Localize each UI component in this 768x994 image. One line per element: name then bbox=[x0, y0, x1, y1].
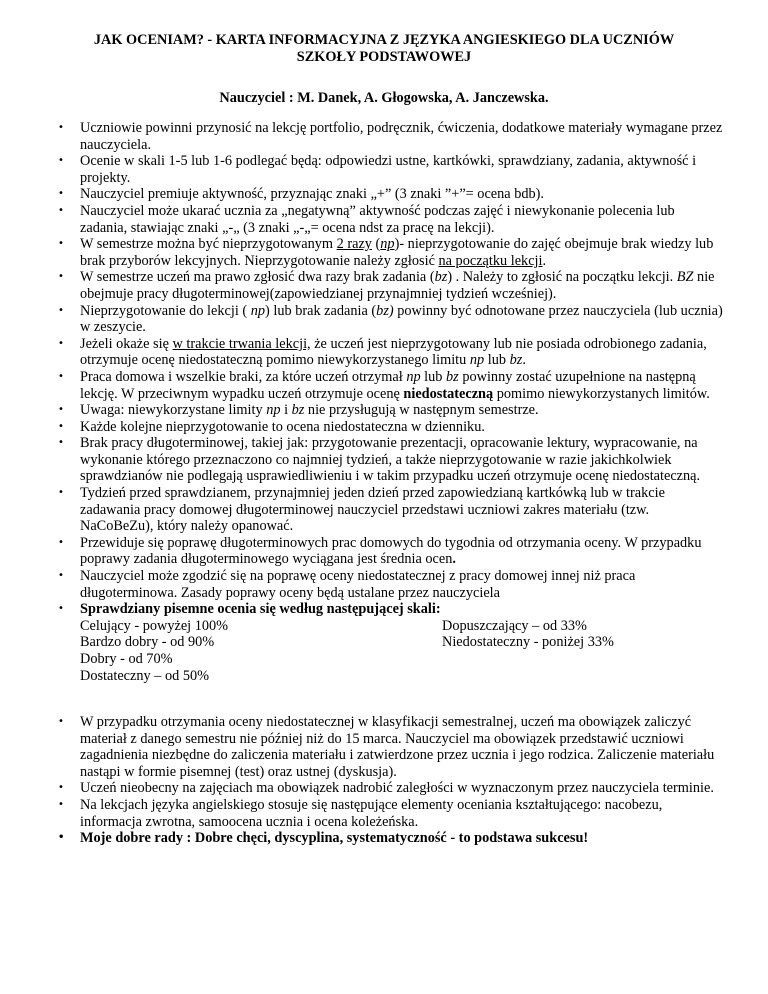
grade-dostateczny: Dostateczny – od 50% bbox=[80, 667, 210, 684]
rule-item-7: • Nieprzygotowanie do lekcji ( np) lub brak zadania (bz) powinny być odnotowane przez nauczyciela (lub ucznia) w zeszycie. bbox=[62, 303, 724, 336]
grade-niedostateczny: Niedostateczny - poniżej 33% bbox=[442, 634, 614, 651]
rule-item-8: • Jeżeli okaże się w trakcie trwania lekcji, że uczeń jest nieprzygotowany lub nie posiada odrobionego zadania, otrzymuje ocenę niedostateczną pomimo niewykorzystanego limitu np lub bz. bbox=[62, 336, 724, 369]
rule-item-2: • Ocenie w skali 1-5 lub 1-6 podlegać będą: odpowiedzi ustne, kartkówki, sprawdziany, zadania, aktywność i projekty. bbox=[62, 153, 724, 186]
rule-item-13: • Tydzień przed sprawdzianem, przynajmniej jeden dzień przed zapowiedzianą kartkówką lub w trakcie zadawania pracy domowej długoterminowej nauczyciel przedstawi uczniowi zakres materiału (tzw. NaCoBeZu), który należy opanować. bbox=[62, 485, 724, 535]
additional-rules-list bbox=[62, 714, 724, 847]
rule-item-14: • Przewiduje się poprawę długoterminowych prac domowych do tygodnia od otrzymania oceny. W przypadku poprawy zadania długoterminowego wyciągana jest średnia ocen. bbox=[62, 535, 724, 568]
document-title bbox=[0, 32, 768, 66]
rule-item-10: • Uwaga: niewykorzystane limity np i bz nie przysługują w następnym semestrze. bbox=[62, 402, 724, 419]
rule-item-5: • W semestrze można być nieprzygotowanym 2 razy (np)- nieprzygotowanie do zajęć obejmuje brak wiedzy lub brak przyborów lekcyjnych. Nieprzygotowanie należy zgłosić na początku lekcji. bbox=[62, 236, 724, 269]
rule-item-15: • Nauczyciel może zgodzić się na poprawę oceny niedostatecznej z pracy domowej innej niż praca długoterminowa. Zasady poprawy oceny będą ustalane przez nauczyciela bbox=[62, 568, 724, 601]
rule-item-12: • Brak pracy długoterminowej, takiej jak: przygotowanie prezentacji, opracowanie lektury, wypracowanie, na wykonanie którego przeznaczono co najmniej tydzień, a także nieprzygotowanie w razie jakichkolwiek sprawdzianów nie podlegają usprawiedliwieniu i w takim przypadku uczeń otrzymuje ocenę niedostateczną. bbox=[62, 435, 724, 485]
additional-item-2: • Uczeń nieobecny na zajęciach ma obowiązek nadrobić zaległości w wyznaczonym przez nauczyciela terminie. bbox=[62, 780, 724, 797]
teachers-line: Nauczyciel : M. Danek, A. Głogowska, A. Janczewska. bbox=[219, 90, 549, 106]
additional-item-4: • Moje dobre rady : Dobre chęci, dyscyplina, systematyczność - to podstawa sukcesu! bbox=[62, 830, 724, 847]
title-line-2: SZKOŁY PODSTAWOWEJ bbox=[296, 49, 472, 65]
rule-item-3: • Nauczyciel premiuje aktywność, przyznając znaki „+” (3 znaki ”+”= ocena bdb). bbox=[62, 186, 724, 203]
grade-bardzo-dobry: Bardzo dobry - od 90% bbox=[80, 634, 215, 651]
grading-scale bbox=[80, 618, 724, 684]
title-line-1: JAK OCENIAM? - KARTA INFORMACYJNA Z JĘZYKA ANGIESKIEGO DLA UCZNIÓW bbox=[93, 32, 675, 48]
rule-item-4: • Nauczyciel może ukarać ucznia za „negatywną” aktywność podczas zajęć i niewykonanie polecenia lub zadania, stawiając znaki „-„ (3 znaki „-„= ocena ndst za pracę na lekcji). bbox=[62, 203, 724, 236]
rule-item-1: • Uczniowie powinni przynosić na lekcję portfolio, podręcznik, ćwiczenia, dodatkowe materiały wymagane przez nauczyciela. bbox=[62, 120, 724, 153]
rule-item-6: • W semestrze uczeń ma prawo zgłosić dwa razy brak zadania (bz) . Należy to zgłosić na początku lekcji. BZ nie obejmuje pracy długoterminowej(zapowiedzianej przynajmniej tydzień wcześniej). bbox=[62, 269, 724, 302]
grading-scale-heading: • Sprawdziany pisemne ocenia się według następującej skali: bbox=[80, 601, 441, 618]
rule-item-11: • Każde kolejne nieprzygotowanie to ocena niedostateczna w dzienniku. bbox=[62, 419, 724, 436]
additional-item-1: • W przypadku otrzymania oceny niedostatecznej w klasyfikacji semestralnej, uczeń ma obowiązek zaliczyć materiał z danego semestru nie później niż do 15 marca. Nauczyciel ma obowiązek przedstawić uczniowi zagadnienia niezbędne do zaliczenia materiału i zatwierdzone przez ucznia i jego rodzica. Zaliczenie materiału nastąpi w formie pisemnej (test) oraz ustnej (dyskusja). bbox=[62, 714, 724, 780]
grade-dobry: Dobry - od 70% bbox=[80, 651, 173, 667]
grade-dopuszczajacy: Dopuszczający – od 33% bbox=[442, 617, 587, 634]
rule-item-16 bbox=[62, 601, 724, 684]
rules-list bbox=[62, 120, 724, 684]
additional-item-3: • Na lekcjach języka angielskiego stosuje się następujące elementy oceniania kształtującego: nacobezu, informacja zwrotna, samoocena ucznia i ocena koleżeńska. bbox=[62, 797, 724, 830]
grade-celujacy: Celujący - powyżej 100% bbox=[80, 617, 229, 634]
rule-item-9: • Praca domowa i wszelkie braki, za które uczeń otrzymał np lub bz powinny zostać uzupełnione na następną lekcję. W przeciwnym wypadku uczeń otrzymuje ocenę niedostateczną pomimo niewykorzystanych limitów. bbox=[62, 369, 724, 402]
